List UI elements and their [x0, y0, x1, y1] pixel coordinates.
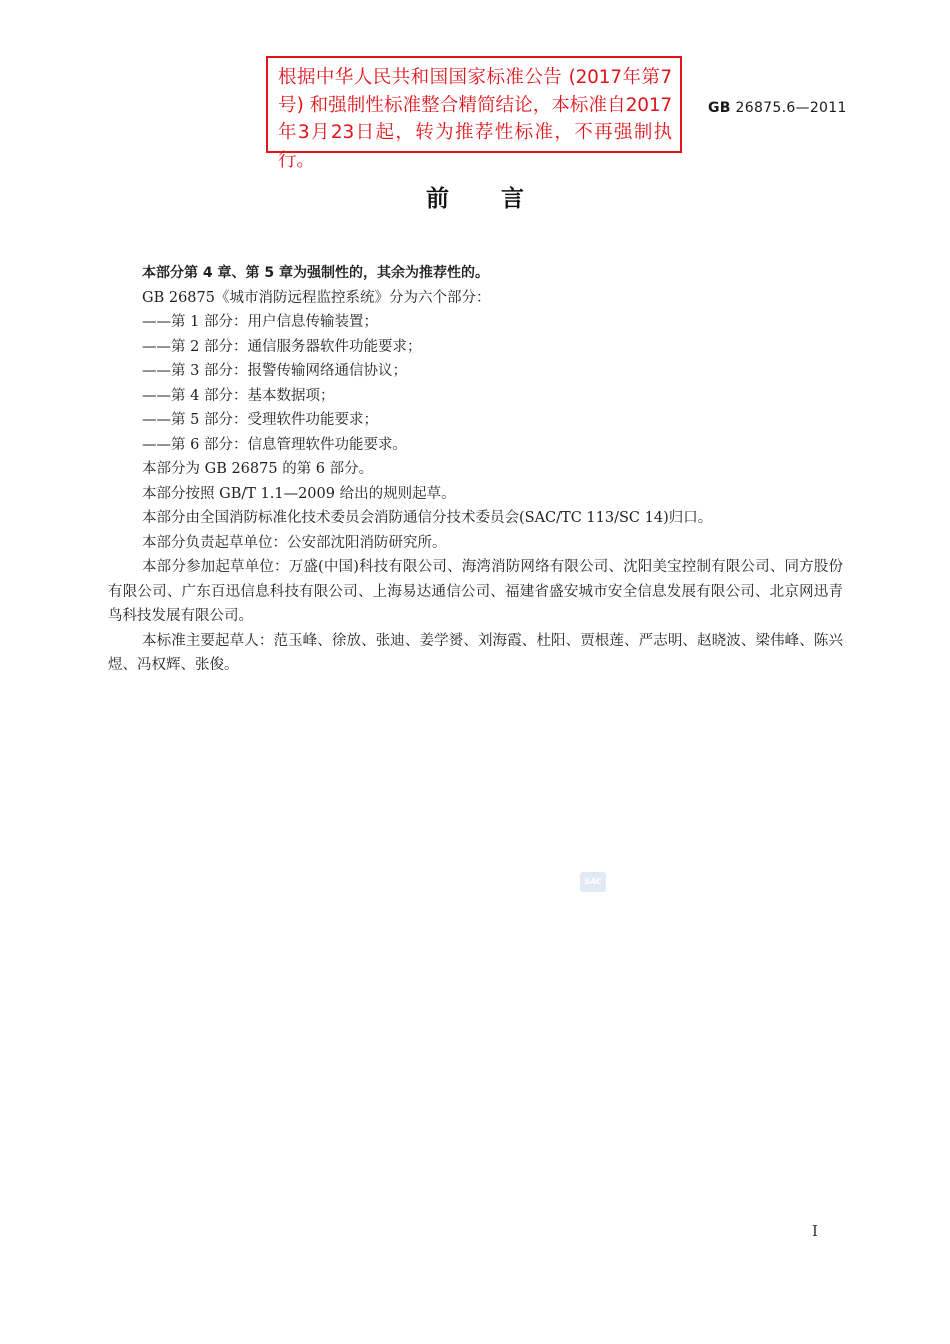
paragraph-part-number: 本部分为 GB 26875 的第 6 部分。 — [142, 461, 374, 477]
page-number: I — [812, 1222, 818, 1240]
foreword-body — [108, 261, 843, 678]
list-item-part-1: ——第 1 部分：用户信息传输装置； — [142, 314, 378, 330]
list-item-part-5: ——第 5 部分：受理软件功能要求； — [142, 412, 378, 428]
paragraph-participating-drafters: 本部分参加起草单位：万盛(中国)科技有限公司、海湾消防网络有限公司、沈阳美宝控制有限公司、同方股份有限公司、广东百迅信息科技有限公司、上海易达通信公司、福建省盛安城市安全信息发展有限公司、北京网迅青鸟科技发展有限公司。 — [108, 559, 843, 624]
standard-code — [708, 100, 847, 116]
standard-number: 26875.6—2011 — [735, 100, 847, 116]
standard-prefix: GB — [708, 100, 731, 116]
paragraph-mandatory-note: 本部分第 4 章、第 5 章为强制性的，其余为推荐性的。 — [142, 265, 489, 281]
paragraph-drafting-rules: 本部分按照 GB/T 1.1—2009 给出的规则起草。 — [142, 485, 456, 502]
page-title: 前言 — [426, 186, 576, 212]
list-item-part-4: ——第 4 部分：基本数据项； — [142, 387, 335, 404]
paragraph-committee: 本部分由全国消防标准化技术委员会消防通信分技术委员会(SAC/TC 113/SC 14)归口。 — [142, 510, 713, 526]
paragraph-parts-intro: GB 26875《城市消防远程监控系统》分为六个部分： — [142, 289, 491, 306]
paragraph-main-drafters: 本标准主要起草人：范玉峰、徐放、张迪、姜学赟、刘海霞、杜阳、贾根莲、严志明、赵晓波、梁伟峰、陈兴煜、冯权辉、张俊。 — [108, 632, 843, 673]
abolition-notice — [266, 56, 682, 171]
abolition-notice-text: 根据中华人民共和国国家标准公告 (2017年第7号) 和强制性标准整合精简结论，本标准自2017年3月23日起，转为推荐性标准，不再强制执行。 — [278, 67, 672, 171]
paragraph-lead-drafter: 本部分负责起草单位：公安部沈阳消防研究所。 — [142, 534, 447, 551]
list-item-part-2: ——第 2 部分：通信服务器软件功能要求； — [142, 338, 422, 355]
sac-watermark-logo: SAC — [580, 872, 606, 892]
list-item-part-6: ——第 6 部分：信息管理软件功能要求。 — [142, 436, 407, 453]
list-item-part-3: ——第 3 部分：报警传输网络通信协议； — [142, 363, 407, 379]
